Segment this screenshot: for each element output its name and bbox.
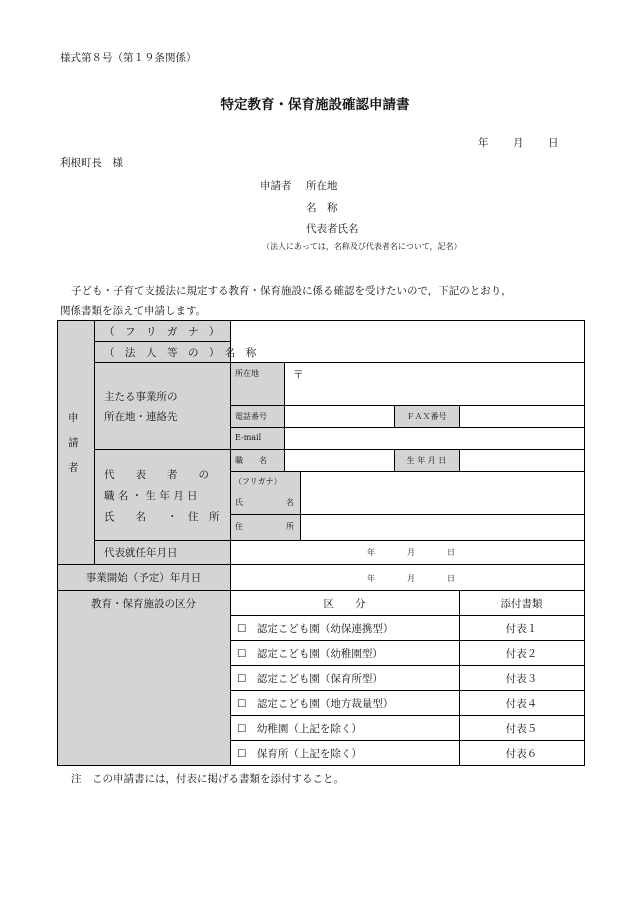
form-number: 様式第８号（第１９条関係）	[60, 52, 197, 64]
attachment-row-6: 付表６	[505, 748, 538, 760]
office-label-1: 主たる事業所の	[104, 391, 178, 403]
fax-label: ＦＡＸ番号	[406, 412, 447, 421]
footer-note: 注 この申請書には，付表に掲げる書類を添付すること。	[71, 773, 344, 785]
category-row-5[interactable]: ☐ 幼稚園（上記を除く）	[237, 723, 362, 735]
attachment-row-2: 付表２	[505, 648, 538, 660]
intro-line-2: 関係書類を添えて申請します。	[60, 305, 207, 317]
rep-start-day: 日	[447, 548, 455, 557]
applicant-label: 申請者	[260, 180, 292, 192]
bottom-label-column	[57, 564, 230, 765]
rep-shimei-label-b: 名	[286, 498, 294, 507]
applicant-rep-name: 代表者氏名	[306, 223, 359, 235]
attachment-row-5: 付表５	[505, 723, 538, 735]
sub-location-label: 所在地	[235, 369, 259, 378]
rep-furigana-label: （フリガナ）	[234, 477, 282, 486]
biz-start-month: 月	[407, 574, 415, 583]
job-title-label: 職 名	[235, 456, 267, 465]
category-row-6[interactable]: ☐ 保育所（上記を除く）	[237, 748, 362, 760]
date-day: 日	[548, 137, 559, 149]
email-label: E-mail	[235, 433, 262, 442]
rep-jusho-label-b: 所	[286, 522, 294, 531]
applicant-name: 名 称	[306, 202, 338, 214]
rep-jusho-label-a: 住	[235, 522, 243, 531]
office-label-2: 所在地・連絡先	[104, 411, 178, 423]
phone-label: 電話番号	[235, 412, 267, 421]
biz-start-year: 年	[367, 574, 375, 583]
intro-line-1: 子ども・子育て支援法に規定する教育・保育施設に係る確認を受けたいので，下記のとおり，	[71, 285, 512, 297]
birth-date-label: 生 年 月 日	[406, 456, 447, 465]
postal-mark: 〒	[293, 369, 304, 381]
applicant-note: （法人にあっては，名称及び代表者名について，記名）	[262, 242, 462, 251]
facility-class-label: 教育・保育施設の区分	[91, 598, 196, 610]
category-row-1[interactable]: ☐ 認定こども園（幼保連携型）	[237, 623, 394, 635]
rep-label-3: 氏 名 ・ 住 所	[104, 511, 220, 523]
corp-name-label: （ 法 人 等 の ） 名 称	[104, 347, 257, 359]
category-row-2[interactable]: ☐ 認定こども園（幼稚園型）	[237, 648, 383, 660]
addressee: 利根町長 様	[60, 157, 123, 169]
category-column-header: 区 分	[323, 598, 366, 610]
category-row-3[interactable]: ☐ 認定こども園（保育所型）	[237, 673, 383, 685]
side-label-char-3: 者	[68, 462, 79, 474]
furigana-label: （ フ リ ガ ナ ）	[104, 326, 220, 338]
rep-start-label: 代表就任年月日	[104, 547, 178, 559]
rep-start-month: 月	[407, 548, 415, 557]
date-year: 年	[478, 137, 489, 149]
rep-label-2: 職 名 ・ 生 年 月 日	[104, 490, 198, 502]
applicant-location: 所在地	[306, 180, 338, 192]
attachment-column-header: 添付書類	[500, 598, 543, 610]
attachment-row-3: 付表３	[505, 673, 538, 685]
attachment-row-4: 付表４	[505, 698, 538, 710]
biz-start-label: 事業開始（予定）年月日	[85, 572, 202, 584]
category-row-4[interactable]: ☐ 認定こども園（地方裁量型）	[237, 698, 394, 710]
side-label-char-2: 請	[68, 437, 79, 449]
biz-start-day: 日	[447, 574, 455, 583]
rep-shimei-label-a: 氏	[235, 498, 243, 507]
attachment-row-1: 付表１	[505, 623, 538, 635]
side-label-char-1: 申	[68, 412, 79, 424]
rep-start-year: 年	[367, 548, 375, 557]
page-title: 特定教育・保育施設確認申請書	[220, 97, 410, 113]
rep-label-1: 代 表 者 の	[104, 469, 209, 481]
date-month: 月	[513, 137, 524, 149]
